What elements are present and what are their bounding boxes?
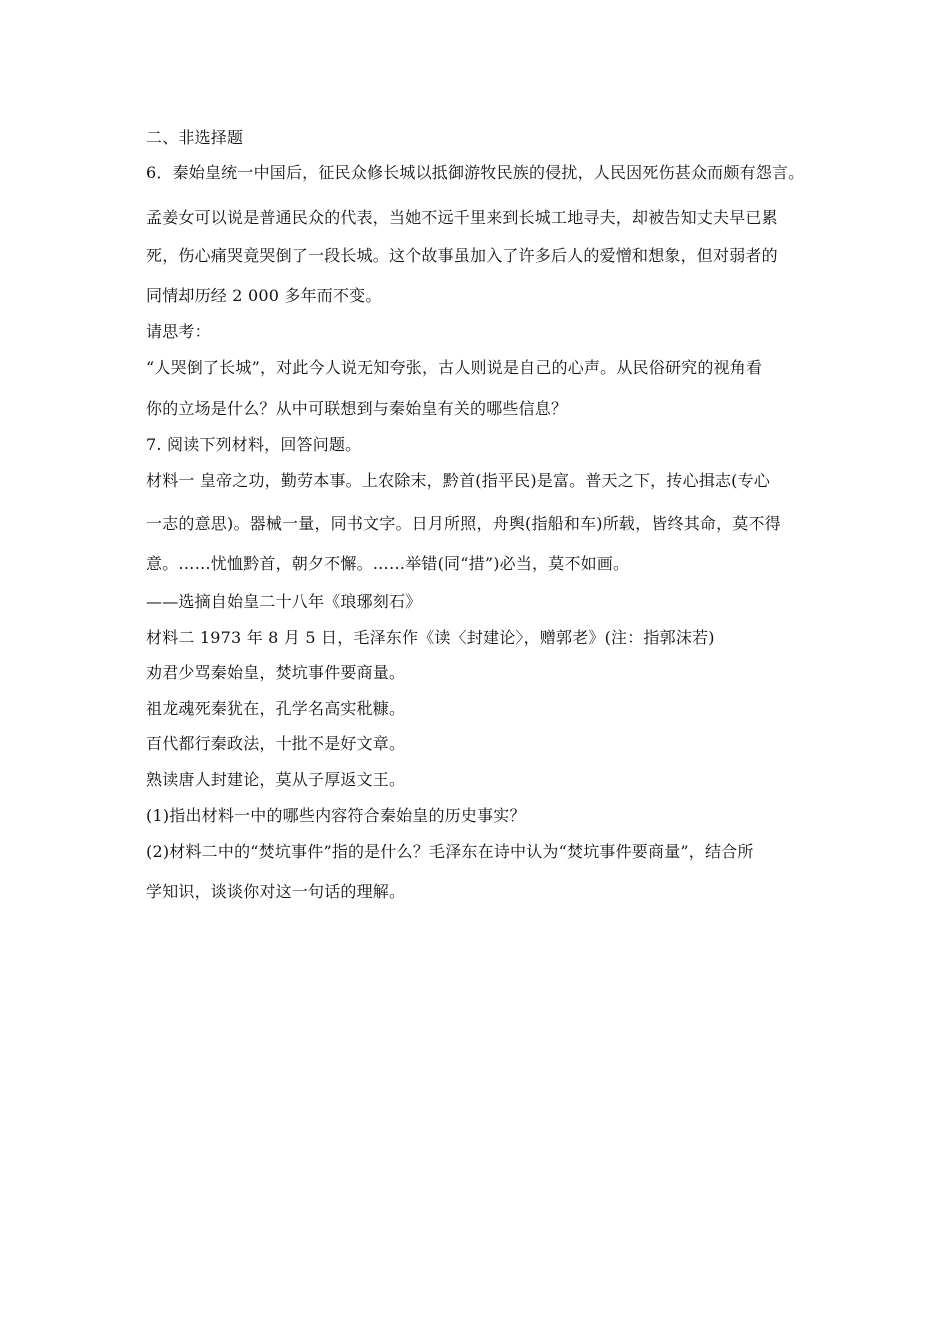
poem-line-4: 熟读唐人封建论，莫从子厚返文王。: [146, 770, 406, 789]
q7-question-2-line-2: 学知识，谈谈你对这一句话的理解。: [146, 882, 406, 901]
q7-material1-line-1: 材料一 皇帝之功，勤劳本事。上农除末，黔首(指平民)是富。普天之下，抟心揖志(专心: [146, 471, 771, 490]
poem-line-2: 祖龙魂死秦犹在，孔学名高实秕糠。: [146, 699, 406, 718]
q6-line-3: 死，伤心痛哭竟哭倒了一段长城。这个故事虽加入了许多后人的爱憎和想象，但对弱者的: [146, 246, 778, 265]
q7-stem: 7. 阅读下列材料，回答问题。: [146, 435, 362, 454]
section-title: 二、非选择题: [146, 128, 244, 147]
q6-line-4: 同情却历经 2 000 多年而不变。: [146, 286, 382, 305]
q7-question-1: (1)指出材料一中的哪些内容符合秦始皇的历史事实？: [146, 806, 526, 825]
poem-line-3: 百代都行秦政法，十批不是好文章。: [146, 734, 406, 753]
poem-line-1: 劝君少骂秦始皇，焚坑事件要商量。: [146, 663, 406, 682]
q6-line-2: 孟姜女可以说是普通民众的代表，当她不远千里来到长城工地寻夫，却被告知丈夫早已累: [146, 208, 778, 227]
q6-line-1: 6．秦始皇统一中国后，征民众修长城以抵御游牧民族的侵扰，人民因死伤甚众而颇有怨言。: [146, 163, 805, 182]
q7-material1-line-2: 一志的意思)。器械一量，同书文字。日月所照，舟舆(指船和车)所载，皆终其命，莫不得: [146, 514, 781, 533]
q6-prompt-line-2: 你的立场是什么？从中可联想到与秦始皇有关的哪些信息？: [146, 399, 568, 418]
q6-prompt-line-1: “人哭倒了长城”，对此今人说无知夸张，古人则说是自己的心声。从民俗研究的视角看: [146, 358, 763, 377]
q7-material1-source: ——选摘自始皇二十八年《琅琊刻石》: [146, 592, 422, 611]
q7-question-2-line-1: (2)材料二中的“焚坑事件”指的是什么？毛泽东在诗中认为“焚坑事件要商量”，结合所: [146, 842, 754, 861]
q7-material2-intro: 材料二 1973 年 8 月 5 日，毛泽东作《读〈封建论〉，赠郭老》(注：指郭沫若): [146, 628, 715, 647]
q7-material1-line-3: 意。……忧恤黔首，朝夕不懈。……举错(同“措”)必当，莫不如画。: [146, 554, 630, 573]
q6-prompt-label: 请思考：: [146, 322, 211, 341]
